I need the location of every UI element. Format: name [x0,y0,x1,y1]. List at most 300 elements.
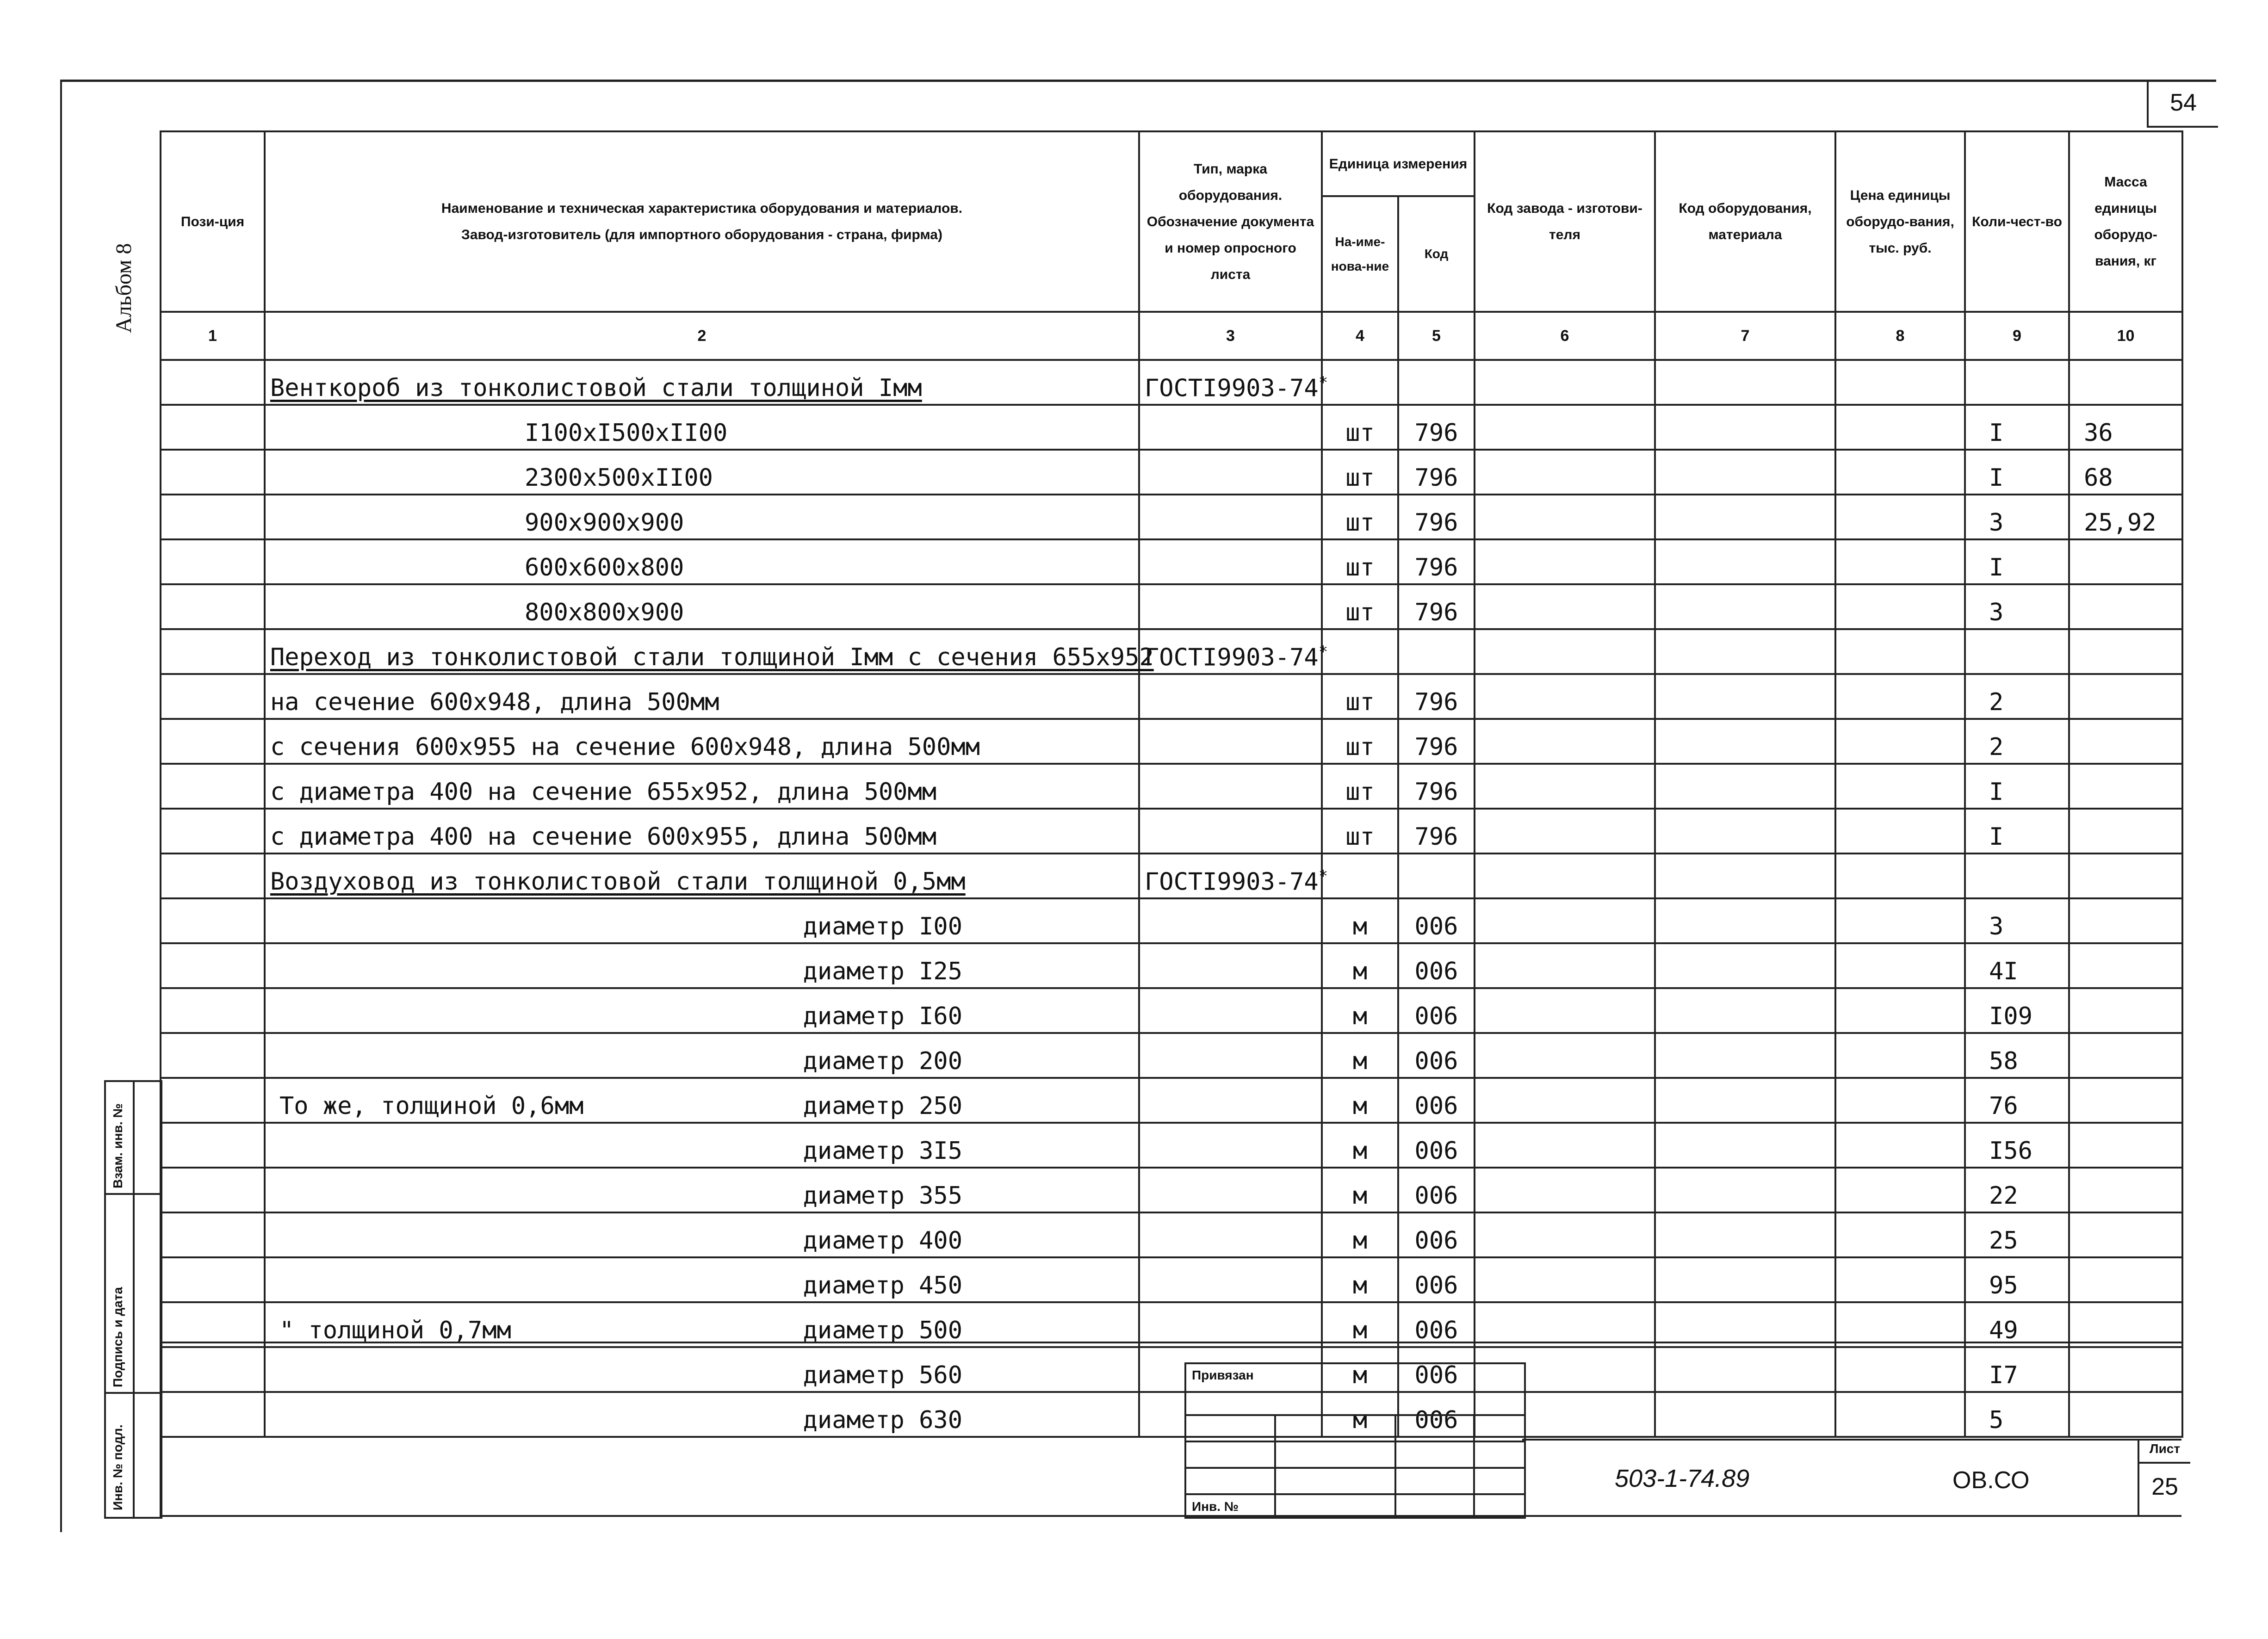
page-number: 54 [2147,80,2218,128]
col-number: 7 [1655,312,1835,360]
item-unit: шт [1322,539,1398,584]
factory-code-cell [1475,1257,1655,1302]
price-cell [1835,360,1965,405]
document-number: 503-1-74.89 [1615,1465,1750,1492]
item-type-cell [1139,629,1328,674]
col-number: 3 [1139,312,1322,360]
price-cell [1835,1078,1965,1123]
col-number: 5 [1398,312,1475,360]
specification-table [160,130,2183,1438]
side-stamp-cell [106,1392,161,1515]
item-type-cell [1139,1257,1322,1302]
item-unit-code: 796 [1398,764,1475,809]
equipment-code-cell [1655,1078,1835,1123]
item-name: диаметр I25 [265,943,1139,988]
factory-code-cell [1475,629,1655,674]
item-unit: м [1322,1078,1398,1123]
item-mass [2069,1123,2182,1168]
item-quantity [1965,629,2069,674]
table-row [161,854,2182,898]
price-cell [1835,539,1965,584]
item-name: Воздуховод из тонколистовой стали толщиной 0,5мм [265,854,1139,898]
item-type-cell [1139,360,1328,405]
equipment-code-cell [1655,1257,1835,1302]
footer-top-line [160,1342,2181,1343]
item-unit: м [1322,943,1398,988]
item-unit: м [1322,1212,1398,1257]
position-cell [161,1123,265,1168]
position-cell [161,943,265,988]
header-position: Пози-ция [161,131,265,312]
factory-code-cell [1475,764,1655,809]
table-row [161,360,2182,405]
item-type-cell [1139,988,1322,1033]
price-cell [1835,1257,1965,1302]
table-row [161,1078,2182,1123]
item-unit-code: 006 [1398,1168,1475,1212]
equipment-code-cell [1655,1347,1835,1392]
position-cell [161,988,265,1033]
table-body [161,360,2182,1437]
table-row [161,1392,2182,1437]
price-cell [1835,1033,1965,1078]
item-name: на сечение 600x948, длина 500мм [265,674,1139,719]
side-stamp-label: Подпись и дата [111,1287,125,1387]
header-name-line2: Завод-изготовитель (для импортного оборудования - страна, фирма) [461,227,942,242]
item-mass [2069,1392,2182,1437]
header-unit-name: На-име-нова-ние [1322,196,1398,312]
document-code: ОВ.СО [1952,1467,2030,1494]
item-name-prefix: " толщиной 0,7мм [279,1317,511,1344]
equipment-code-cell [1655,854,1835,898]
item-name: диаметр 560 [265,1347,1139,1392]
col-number: 9 [1965,312,2069,360]
item-mass [2069,1033,2182,1078]
position-cell [161,1078,265,1123]
item-unit-code: 006 [1398,1033,1475,1078]
item-mass: 68 [2069,450,2182,495]
item-quantity: 76 [1965,1078,2069,1123]
position-cell [161,764,265,809]
col-number: 2 [265,312,1139,360]
item-mass [2069,854,2182,898]
item-type: ГОСТI9903-74 [1145,374,1319,402]
item-type-cell [1139,495,1322,539]
equipment-code-cell [1655,539,1835,584]
item-unit-code: 796 [1398,674,1475,719]
asterisk-mark: * [1318,373,1328,392]
item-mass [2069,360,2182,405]
item-name: Венткороб из тонколистовой стали толщиной Iмм [265,360,1139,405]
table-row [161,988,2182,1033]
item-unit-code [1398,854,1475,898]
item-quantity: I09 [1965,988,2069,1033]
price-cell [1835,1347,1965,1392]
factory-code-cell [1475,898,1655,943]
item-type-cell [1139,943,1322,988]
item-name: 800x800x900 [265,584,1139,629]
table-row [161,584,2182,629]
item-name: диаметр 3I5 [265,1123,1139,1168]
bound-vline [1394,1414,1396,1517]
item-mass [2069,584,2182,629]
factory-code-cell [1475,854,1655,898]
factory-code-cell [1475,988,1655,1033]
album-label: Альбом 8 [112,243,136,333]
item-type: ГОСТI9903-74 [1145,868,1319,896]
item-name: диаметр 450 [265,1257,1139,1302]
item-quantity: 5 [1965,1392,2069,1437]
position-cell [161,360,265,405]
item-unit-code: 006 [1398,1302,1475,1347]
header-name [265,131,1139,312]
item-type-cell [1139,405,1322,450]
bound-label: Привязан [1192,1368,1254,1382]
item-unit-code: 006 [1398,943,1475,988]
item-name: с диаметра 400 на сечение 655x952, длина 500мм [265,764,1139,809]
item-unit-code [1398,360,1475,405]
equipment-code-cell [1655,584,1835,629]
price-cell [1835,405,1965,450]
item-mass [2069,1257,2182,1302]
item-name: с диаметра 400 на сечение 600x955, длина 500мм [265,809,1139,854]
item-unit-code: 796 [1398,450,1475,495]
item-unit: м [1322,898,1398,943]
item-name: 2300x500xII00 [265,450,1139,495]
equipment-code-cell [1655,1392,1835,1437]
item-type-cell [1139,1212,1322,1257]
item-type-cell [1139,1078,1322,1123]
item-unit-code: 796 [1398,809,1475,854]
item-quantity: I [1965,450,2069,495]
price-cell [1835,629,1965,674]
price-cell [1835,809,1965,854]
table-row [161,1168,2182,1212]
side-stamp-label: Инв. № подл. [111,1424,125,1510]
factory-code-cell [1475,360,1655,405]
item-name-prefix: То же, толщиной 0,6мм [279,1092,584,1120]
item-quantity: 3 [1965,495,2069,539]
item-name: диаметр 500 [803,1317,962,1344]
item-name: диаметр I60 [265,988,1139,1033]
table-row [161,764,2182,809]
factory-code-cell [1475,1033,1655,1078]
item-unit-code: 796 [1398,719,1475,764]
table-row [161,809,2182,854]
item-mass [2069,1347,2182,1392]
item-mass [2069,629,2182,674]
item-quantity: 3 [1965,584,2069,629]
factory-code-cell [1475,1078,1655,1123]
table-row [161,1257,2182,1302]
col-number: 10 [2069,312,2182,360]
table-row [161,1033,2182,1078]
item-mass [2069,943,2182,988]
item-unit: м [1322,1123,1398,1168]
table-row [161,1302,2182,1347]
item-name: диаметр 355 [265,1168,1139,1212]
table-row [161,629,2182,674]
sheet-box [2138,1439,2190,1515]
item-type-cell [1139,809,1322,854]
item-unit: шт [1322,405,1398,450]
item-unit: м [1322,988,1398,1033]
item-unit-code: 796 [1398,495,1475,539]
equipment-code-cell [1655,988,1835,1033]
item-quantity: I7 [1965,1347,2069,1392]
position-cell [161,719,265,764]
item-unit [1322,360,1398,405]
item-name: диаметр 200 [265,1033,1139,1078]
header-quantity: Коли-чест-во [1965,131,2069,312]
item-type: ГОСТI9903-74 [1145,643,1319,671]
item-mass [2069,674,2182,719]
col-number: 8 [1835,312,1965,360]
position-cell [161,450,265,495]
bound-stamp [1184,1362,1526,1519]
position-cell [161,539,265,584]
item-quantity: I [1965,809,2069,854]
header-unit-group: Единица измерения [1322,131,1475,196]
item-name: с сечения 600x955 на сечение 600x948, длина 500мм [265,719,1139,764]
item-unit-code: 006 [1398,1347,1475,1392]
item-quantity: 95 [1965,1257,2069,1302]
item-quantity: 3 [1965,898,2069,943]
item-mass: 25,92 [2069,495,2182,539]
item-unit: м [1322,1347,1398,1392]
item-mass [2069,809,2182,854]
item-unit [1322,629,1398,674]
factory-code-cell [1475,584,1655,629]
equipment-code-cell [1655,495,1835,539]
bound-vline [1473,1414,1475,1517]
item-name: 600x600x800 [265,539,1139,584]
item-name-cell [265,1078,1139,1123]
position-cell [161,1033,265,1078]
side-stamp-cell [106,1082,161,1195]
footer-left-line [160,1342,161,1515]
position-cell [161,898,265,943]
item-name: диаметр 630 [265,1392,1139,1437]
item-type-cell [1139,674,1322,719]
price-cell [1835,1302,1965,1347]
item-quantity: I [1965,539,2069,584]
equipment-code-cell [1655,1123,1835,1168]
table-row [161,1212,2182,1257]
table-row [161,405,2182,450]
table-row [161,943,2182,988]
equipment-code-cell [1655,450,1835,495]
item-name: Переход из тонколистовой стали толщиной Iмм с сечения 655x952 [265,629,1139,674]
item-type-cell [1139,1168,1322,1212]
item-mass: 36 [2069,405,2182,450]
item-unit: шт [1322,495,1398,539]
item-quantity: 49 [1965,1302,2069,1347]
item-name: I100xI500xII00 [265,405,1139,450]
asterisk-mark: * [1318,642,1328,661]
item-type-cell [1139,584,1322,629]
item-mass [2069,988,2182,1033]
table-row [161,495,2182,539]
item-quantity: 2 [1965,674,2069,719]
item-quantity: 2 [1965,719,2069,764]
price-cell [1835,1212,1965,1257]
table-row [161,539,2182,584]
table-row [161,450,2182,495]
item-quantity: 22 [1965,1168,2069,1212]
factory-code-cell [1475,719,1655,764]
item-unit-code: 006 [1398,1212,1475,1257]
item-unit [1322,854,1398,898]
side-stamp-cell [106,1193,161,1394]
item-type-cell [1139,1033,1322,1078]
factory-code-cell [1475,450,1655,495]
item-unit: м [1322,1302,1398,1347]
item-unit: шт [1322,809,1398,854]
frame-left-line [60,80,62,1532]
price-cell [1835,450,1965,495]
item-unit-code: 006 [1398,1257,1475,1302]
price-cell [1835,674,1965,719]
item-type-cell [1139,898,1322,943]
factory-code-cell [1475,1168,1655,1212]
factory-code-cell [1475,809,1655,854]
column-number-row [161,312,2182,360]
price-cell [1835,943,1965,988]
price-cell [1835,898,1965,943]
position-cell [161,495,265,539]
item-name: диаметр 250 [803,1092,962,1120]
item-unit-code [1398,629,1475,674]
item-quantity: 25 [1965,1212,2069,1257]
equipment-code-cell [1655,1212,1835,1257]
position-cell [161,809,265,854]
item-unit: шт [1322,719,1398,764]
item-unit-code: 796 [1398,405,1475,450]
price-cell [1835,1168,1965,1212]
equipment-code-cell [1655,674,1835,719]
price-cell [1835,988,1965,1033]
equipment-code-cell [1655,405,1835,450]
item-type-cell [1139,764,1322,809]
position-cell [161,1168,265,1212]
header-factory-code: Код завода - изготови-теля [1475,131,1655,312]
factory-code-cell [1475,1212,1655,1257]
item-unit: м [1322,1257,1398,1302]
item-unit-code: 796 [1398,539,1475,584]
item-quantity: I [1965,764,2069,809]
bound-vline [1274,1414,1276,1517]
factory-code-cell [1475,943,1655,988]
price-cell [1835,495,1965,539]
factory-code-cell [1475,405,1655,450]
item-type-cell [1139,719,1322,764]
header-type: Тип, марка оборудования. Обозначение документа и номер опросного листа [1139,131,1322,312]
item-quantity [1965,360,2069,405]
item-mass [2069,1212,2182,1257]
price-cell [1835,719,1965,764]
item-unit-code: 796 [1398,584,1475,629]
item-unit-code: 006 [1398,898,1475,943]
factory-code-cell [1475,1302,1655,1347]
item-type-cell [1139,539,1322,584]
item-unit: шт [1322,450,1398,495]
header-equipment-code: Код оборудования, материала [1655,131,1835,312]
header-mass: Масса единицы оборудо-вания, кг [2069,131,2182,312]
item-type-cell [1139,450,1322,495]
item-mass [2069,719,2182,764]
header-price: Цена единицы оборудо-вания, тыс. руб. [1835,131,1965,312]
header-name-line1: Наименование и техническая характеристика оборудования и материалов. [441,201,963,216]
position-cell [161,405,265,450]
price-cell [1835,1392,1965,1437]
item-unit: шт [1322,764,1398,809]
equipment-code-cell [1655,1302,1835,1347]
item-mass [2069,898,2182,943]
position-cell [161,674,265,719]
item-unit-code: 006 [1398,1078,1475,1123]
item-unit: шт [1322,584,1398,629]
item-mass [2069,1078,2182,1123]
equipment-code-cell [1655,1033,1835,1078]
table-row [161,898,2182,943]
col-number: 1 [161,312,265,360]
table-row [161,674,2182,719]
equipment-code-cell [1655,719,1835,764]
item-unit-code: 006 [1398,1392,1475,1437]
position-cell [161,1392,265,1437]
col-number: 4 [1322,312,1398,360]
inv-label: Инв. № [1192,1499,1239,1514]
item-name: диаметр I00 [265,898,1139,943]
item-unit-code: 006 [1398,988,1475,1033]
item-mass [2069,764,2182,809]
item-quantity: I [1965,405,2069,450]
item-mass [2069,1168,2182,1212]
item-name: диаметр 400 [265,1212,1139,1257]
position-cell [161,1347,265,1392]
item-unit: шт [1322,674,1398,719]
item-quantity: I56 [1965,1123,2069,1168]
factory-code-cell [1475,674,1655,719]
position-cell [161,584,265,629]
col-number: 6 [1475,312,1655,360]
position-cell [161,1257,265,1302]
item-name: 900x900x900 [265,495,1139,539]
position-cell [161,1212,265,1257]
price-cell [1835,1123,1965,1168]
equipment-code-cell [1655,629,1835,674]
position-cell [161,1302,265,1347]
equipment-code-cell [1655,898,1835,943]
item-unit: м [1322,1168,1398,1212]
sheet-box-line [2139,1462,2190,1464]
position-cell [161,854,265,898]
side-stamp [104,1080,162,1519]
item-mass [2069,539,2182,584]
price-cell [1835,854,1965,898]
equipment-code-cell [1655,360,1835,405]
header-unit-code: Код [1398,196,1475,312]
item-quantity [1965,854,2069,898]
side-stamp-label: Взам. инв. № [111,1103,125,1188]
factory-code-cell [1475,495,1655,539]
item-type-cell [1139,854,1328,898]
sheet-label: Лист [2149,1441,2181,1456]
item-unit: м [1322,1033,1398,1078]
equipment-code-cell [1655,1168,1835,1212]
price-cell [1835,584,1965,629]
